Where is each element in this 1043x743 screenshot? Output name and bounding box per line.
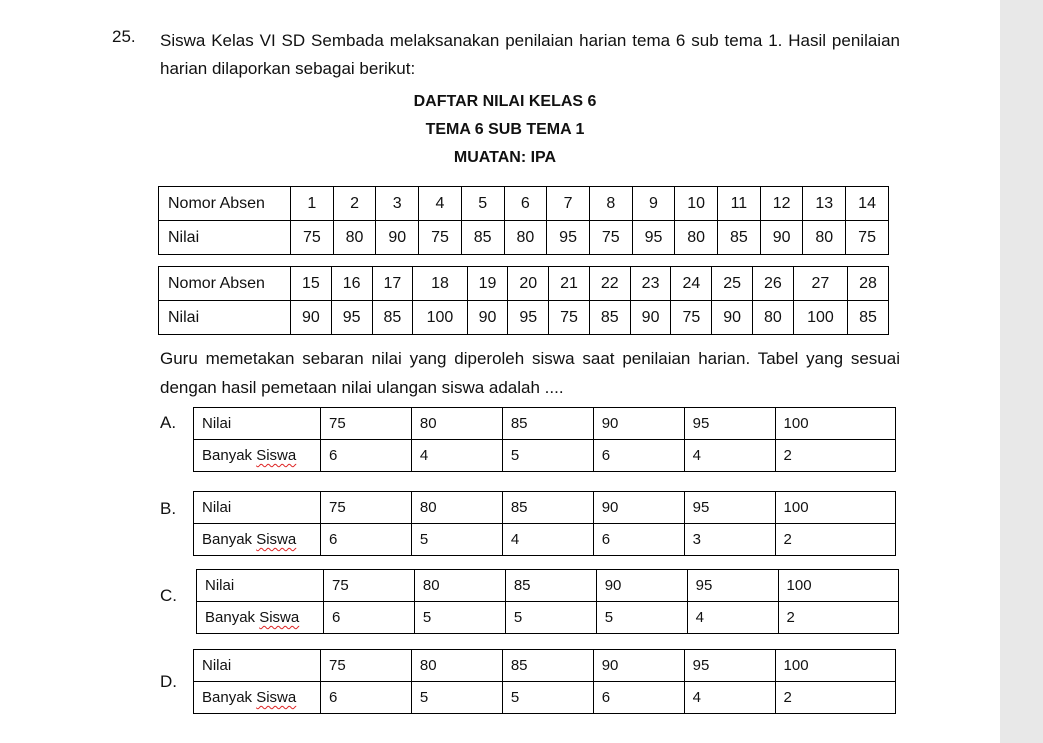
table-row	[194, 408, 896, 440]
table-cell: 18	[413, 267, 467, 301]
score-table-1	[158, 186, 889, 255]
table-cell: 24	[671, 267, 712, 301]
table-cell: 80	[411, 492, 502, 524]
table-row	[159, 301, 889, 335]
table-cell: 2	[775, 682, 895, 714]
table-heading-title: DAFTAR NILAI KELAS 6	[413, 93, 597, 110]
option-a-table[interactable]	[193, 407, 896, 472]
table-cell: 90	[596, 570, 687, 602]
table-cell: 95	[632, 221, 675, 255]
table-cell: 85	[502, 650, 593, 682]
label-word-misspelled: Siswa	[256, 531, 297, 548]
table-cell: 95	[687, 570, 778, 602]
table-cell: 5	[502, 682, 593, 714]
table-cell: 5	[596, 602, 687, 634]
table-cell: 8	[589, 187, 632, 221]
table-cell: 21	[549, 267, 590, 301]
table-cell: 80	[752, 301, 793, 335]
option-c-letter[interactable]: C.	[160, 586, 177, 605]
table-cell: 75	[549, 301, 590, 335]
table-cell: 75	[291, 221, 334, 255]
row-header	[197, 602, 324, 634]
table-row	[159, 187, 889, 221]
table-cell: 90	[630, 301, 671, 335]
table-cell: 75	[321, 408, 412, 440]
table-cell: 22	[589, 267, 630, 301]
table-cell: 5	[411, 524, 502, 556]
table-row	[194, 524, 896, 556]
table-cell: 9	[632, 187, 675, 221]
table-cell: 75	[321, 492, 412, 524]
table-cell: 85	[502, 492, 593, 524]
table-cell: 3	[376, 187, 419, 221]
table-cell: 85	[372, 301, 413, 335]
table-cell: 90	[467, 301, 508, 335]
table-cell: 4	[684, 440, 775, 472]
table-cell: 90	[291, 301, 332, 335]
question-text: Siswa Kelas VI SD Sembada melaksanakan penilaian harian tema 6 sub tema 1. Hasil penilaian harian dilaporkan sebagai berikut:	[160, 31, 900, 78]
table-cell: 6	[321, 682, 412, 714]
table-cell: 75	[321, 650, 412, 682]
table-cell: 2	[775, 524, 895, 556]
table-row	[197, 570, 899, 602]
table-cell: 25	[712, 267, 753, 301]
table-cell: 90	[376, 221, 419, 255]
table-cell: 3	[684, 524, 775, 556]
table-row	[159, 221, 889, 255]
option-c-table[interactable]	[196, 569, 899, 634]
table-cell: 90	[593, 492, 684, 524]
table-cell: 2	[778, 602, 898, 634]
table-row	[194, 650, 896, 682]
table-cell: 17	[372, 267, 413, 301]
table-cell: 4	[687, 602, 778, 634]
table-cell: 100	[775, 408, 895, 440]
table-row	[194, 682, 896, 714]
option-a-letter[interactable]: A.	[160, 413, 177, 432]
row-header: Nilai	[159, 301, 291, 335]
table-cell: 2	[333, 187, 376, 221]
table-cell: 4	[411, 440, 502, 472]
option-d-table[interactable]	[193, 649, 896, 714]
table-cell: 85	[718, 221, 761, 255]
table-row	[197, 602, 899, 634]
table-cell: 6	[321, 440, 412, 472]
table-cell: 100	[775, 650, 895, 682]
table-cell: 85	[589, 301, 630, 335]
table-cell: 90	[593, 408, 684, 440]
table-row	[194, 492, 896, 524]
table-cell: 80	[411, 408, 502, 440]
table-cell: 80	[333, 221, 376, 255]
table-cell: 6	[324, 602, 415, 634]
table-cell: 75	[671, 301, 712, 335]
table-cell: 4	[419, 187, 462, 221]
table-cell: 1	[291, 187, 334, 221]
table-cell: 75	[846, 221, 889, 255]
table-cell: 90	[712, 301, 753, 335]
row-header: Nilai	[194, 650, 321, 682]
table-cell: 5	[411, 682, 502, 714]
table-row	[194, 440, 896, 472]
table-cell: 11	[718, 187, 761, 221]
table-cell: 100	[775, 492, 895, 524]
row-header: Nilai	[197, 570, 324, 602]
table-cell: 16	[331, 267, 372, 301]
table-cell: 6	[593, 524, 684, 556]
table-cell: 5	[414, 602, 505, 634]
table-cell: 6	[593, 682, 684, 714]
label-word: Banyak	[205, 609, 256, 626]
table-cell: 12	[760, 187, 803, 221]
table-cell: 100	[778, 570, 898, 602]
table-cell: 75	[589, 221, 632, 255]
table-cell: 6	[593, 440, 684, 472]
table-cell: 2	[775, 440, 895, 472]
table-cell: 10	[675, 187, 718, 221]
table-cell: 95	[547, 221, 590, 255]
label-word-misspelled: Siswa	[256, 447, 297, 464]
label-word-misspelled: Siswa	[256, 689, 297, 706]
table-cell: 14	[846, 187, 889, 221]
table-cell: 20	[508, 267, 549, 301]
row-header: Nilai	[194, 492, 321, 524]
label-word-misspelled: Siswa	[259, 609, 300, 626]
row-header	[194, 440, 321, 472]
table-cell: 75	[419, 221, 462, 255]
table-cell: 6	[504, 187, 547, 221]
table-cell: 80	[411, 650, 502, 682]
table-cell: 4	[502, 524, 593, 556]
row-header: Nilai	[159, 221, 291, 255]
score-table-2	[158, 266, 889, 335]
row-header	[194, 682, 321, 714]
label-word: Banyak	[202, 531, 253, 548]
table-cell: 95	[508, 301, 549, 335]
table-cell: 23	[630, 267, 671, 301]
label-word: Banyak	[202, 689, 253, 706]
row-header	[194, 524, 321, 556]
table-cell: 5	[505, 602, 596, 634]
table-cell: 27	[793, 267, 847, 301]
question-prompt: Guru memetakan sebaran nilai yang diperoleh siswa saat penilaian harian. Tabel yang sesuai dengan hasil pemetaan nilai ulangan siswa adalah ....	[160, 349, 900, 397]
table-cell: 6	[321, 524, 412, 556]
table-cell: 13	[803, 187, 846, 221]
row-header: Nilai	[194, 408, 321, 440]
table-cell: 15	[291, 267, 332, 301]
table-cell: 75	[324, 570, 415, 602]
table-cell: 5	[502, 440, 593, 472]
option-b-letter[interactable]: B.	[160, 499, 177, 518]
table-cell: 95	[684, 650, 775, 682]
table-cell: 80	[414, 570, 505, 602]
question-number: 25.	[112, 27, 136, 46]
row-header: Nomor Absen	[159, 267, 291, 301]
label-word: Banyak	[202, 447, 253, 464]
table-row	[159, 267, 889, 301]
table-cell: 100	[793, 301, 847, 335]
table-cell: 100	[413, 301, 467, 335]
table-cell: 7	[547, 187, 590, 221]
table-cell: 85	[461, 221, 504, 255]
table-cell: 95	[684, 408, 775, 440]
table-heading-subject: MUATAN: IPA	[453, 149, 557, 166]
option-b-table[interactable]	[193, 491, 896, 556]
table-cell: 80	[504, 221, 547, 255]
table-cell: 19	[467, 267, 508, 301]
table-cell: 80	[803, 221, 846, 255]
table-heading-theme: TEMA 6 SUB TEMA 1	[425, 121, 585, 138]
table-cell: 5	[461, 187, 504, 221]
option-d-letter[interactable]: D.	[160, 672, 177, 691]
table-cell: 90	[593, 650, 684, 682]
table-cell: 85	[848, 301, 889, 335]
table-cell: 90	[760, 221, 803, 255]
table-cell: 26	[752, 267, 793, 301]
table-cell: 80	[675, 221, 718, 255]
table-cell: 95	[684, 492, 775, 524]
table-cell: 4	[684, 682, 775, 714]
row-header: Nomor Absen	[159, 187, 291, 221]
table-cell: 95	[331, 301, 372, 335]
table-cell: 28	[848, 267, 889, 301]
table-cell: 85	[502, 408, 593, 440]
table-cell: 85	[505, 570, 596, 602]
